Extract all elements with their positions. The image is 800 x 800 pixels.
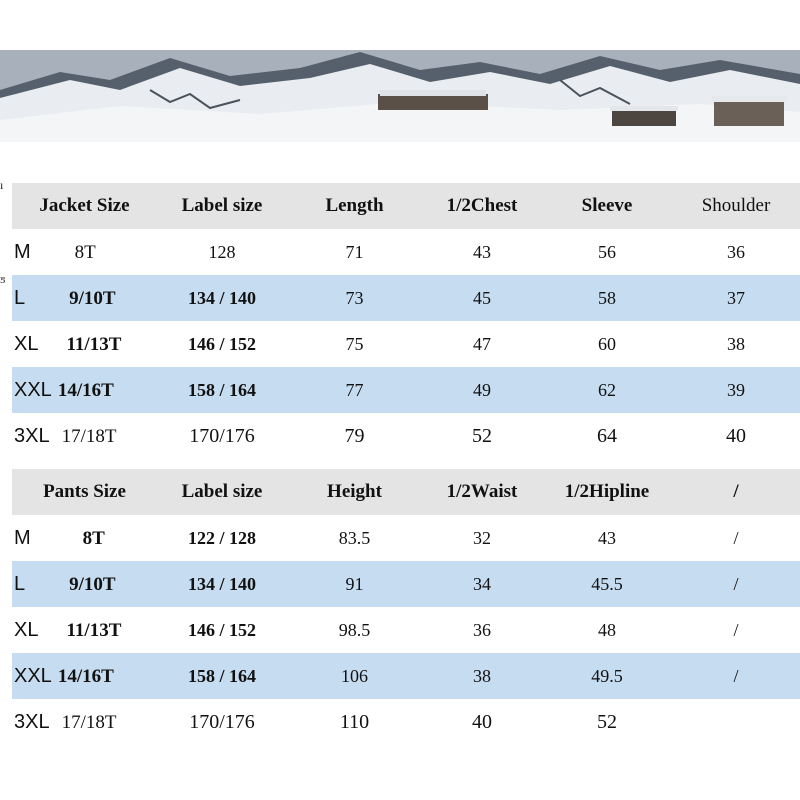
column-header: Jacket Size — [12, 183, 157, 229]
value-cell: 40 — [726, 424, 746, 447]
table-row — [12, 653, 800, 699]
value-cell: 37 — [672, 275, 800, 321]
value-cell: 40 — [472, 710, 492, 733]
edge-mark: ƽ — [0, 272, 6, 286]
size-cell: XL 11/13T — [14, 618, 122, 641]
table-row — [12, 413, 800, 459]
size-cell: M 8T — [14, 240, 96, 263]
value-cell: 38 — [422, 653, 542, 699]
value-cell: 83.5 — [338, 527, 371, 548]
value-cell: 49 — [422, 367, 542, 413]
value-cell: 36 — [727, 241, 745, 262]
column-header: Length — [287, 183, 422, 229]
value-cell: 106 — [287, 653, 422, 699]
value-cell: 98.5 — [338, 619, 371, 640]
column-header: Pants Size — [12, 469, 157, 515]
size-cell: 3XL 17/18T — [14, 424, 117, 447]
table-row — [12, 699, 800, 745]
label-size-cell: 158 / 164 — [157, 367, 287, 413]
pants-size-table — [12, 469, 800, 745]
mountain-banner-image — [0, 50, 800, 142]
column-header: Shoulder — [672, 183, 800, 229]
label-size-cell: 146 / 152 — [187, 619, 256, 640]
value-cell: 71 — [345, 241, 364, 262]
size-cell: XXL 14/16T — [12, 653, 157, 699]
size-cell: M 8T — [14, 526, 105, 549]
label-size-cell: 158 / 164 — [157, 653, 287, 699]
label-size-cell: 170/176 — [189, 710, 255, 733]
column-header: Sleeve — [542, 183, 672, 229]
value-cell: 36 — [473, 619, 491, 640]
label-size-cell: 122 / 128 — [187, 527, 256, 548]
column-header: Height — [287, 469, 422, 515]
size-cell: 3XL 17/18T — [14, 710, 117, 733]
value-cell: 64 — [597, 424, 617, 447]
value-cell: / — [672, 653, 800, 699]
value-cell: 110 — [339, 710, 370, 733]
value-cell: 39 — [672, 367, 800, 413]
size-cell: L 9/10T — [12, 561, 157, 607]
table-header-row — [12, 469, 800, 515]
table-row — [12, 515, 800, 561]
value-cell: 52 — [472, 424, 492, 447]
value-cell: 75 — [345, 333, 364, 354]
value-cell: 58 — [542, 275, 672, 321]
value-cell: 48 — [598, 619, 616, 640]
value-cell: 43 — [598, 527, 616, 548]
jacket-size-table — [12, 183, 800, 459]
size-cell: XXL 14/16T — [12, 367, 157, 413]
value-cell: 73 — [287, 275, 422, 321]
label-size-cell: 146 / 152 — [187, 333, 256, 354]
label-size-cell: 134 / 140 — [157, 275, 287, 321]
value-cell — [672, 699, 800, 745]
table-row — [12, 275, 800, 321]
value-cell: 32 — [473, 527, 491, 548]
value-cell: 49.5 — [542, 653, 672, 699]
value-cell: 77 — [287, 367, 422, 413]
value-cell: 62 — [542, 367, 672, 413]
label-size-cell: 128 — [208, 241, 236, 262]
column-header: 1/2Hipline — [542, 469, 672, 515]
value-cell: 45 — [422, 275, 542, 321]
value-cell: 56 — [598, 241, 616, 262]
value-cell: / — [733, 527, 739, 548]
column-header: 1/2Chest — [422, 183, 542, 229]
column-header: / — [672, 469, 800, 515]
column-header: Label size — [157, 183, 287, 229]
table-row — [12, 607, 800, 653]
table-header-row — [12, 183, 800, 229]
value-cell: 34 — [422, 561, 542, 607]
table-row — [12, 561, 800, 607]
value-cell: 52 — [597, 710, 617, 733]
table-row — [12, 367, 800, 413]
value-cell: 43 — [473, 241, 491, 262]
column-header: 1/2Waist — [422, 469, 542, 515]
value-cell: 91 — [287, 561, 422, 607]
label-size-cell: 170/176 — [189, 424, 255, 447]
value-cell: 45.5 — [542, 561, 672, 607]
value-cell: 47 — [473, 333, 491, 354]
value-cell: 38 — [727, 333, 745, 354]
size-cell: XL 11/13T — [14, 332, 122, 355]
column-header: Label size — [157, 469, 287, 515]
label-size-cell: 134 / 140 — [157, 561, 287, 607]
table-row — [12, 321, 800, 367]
size-cell: L 9/10T — [12, 275, 157, 321]
value-cell: / — [672, 561, 800, 607]
table-row — [12, 229, 800, 275]
value-cell: 60 — [598, 333, 616, 354]
value-cell: 79 — [344, 424, 365, 447]
edge-mark: ı — [0, 178, 4, 192]
value-cell: / — [733, 619, 739, 640]
